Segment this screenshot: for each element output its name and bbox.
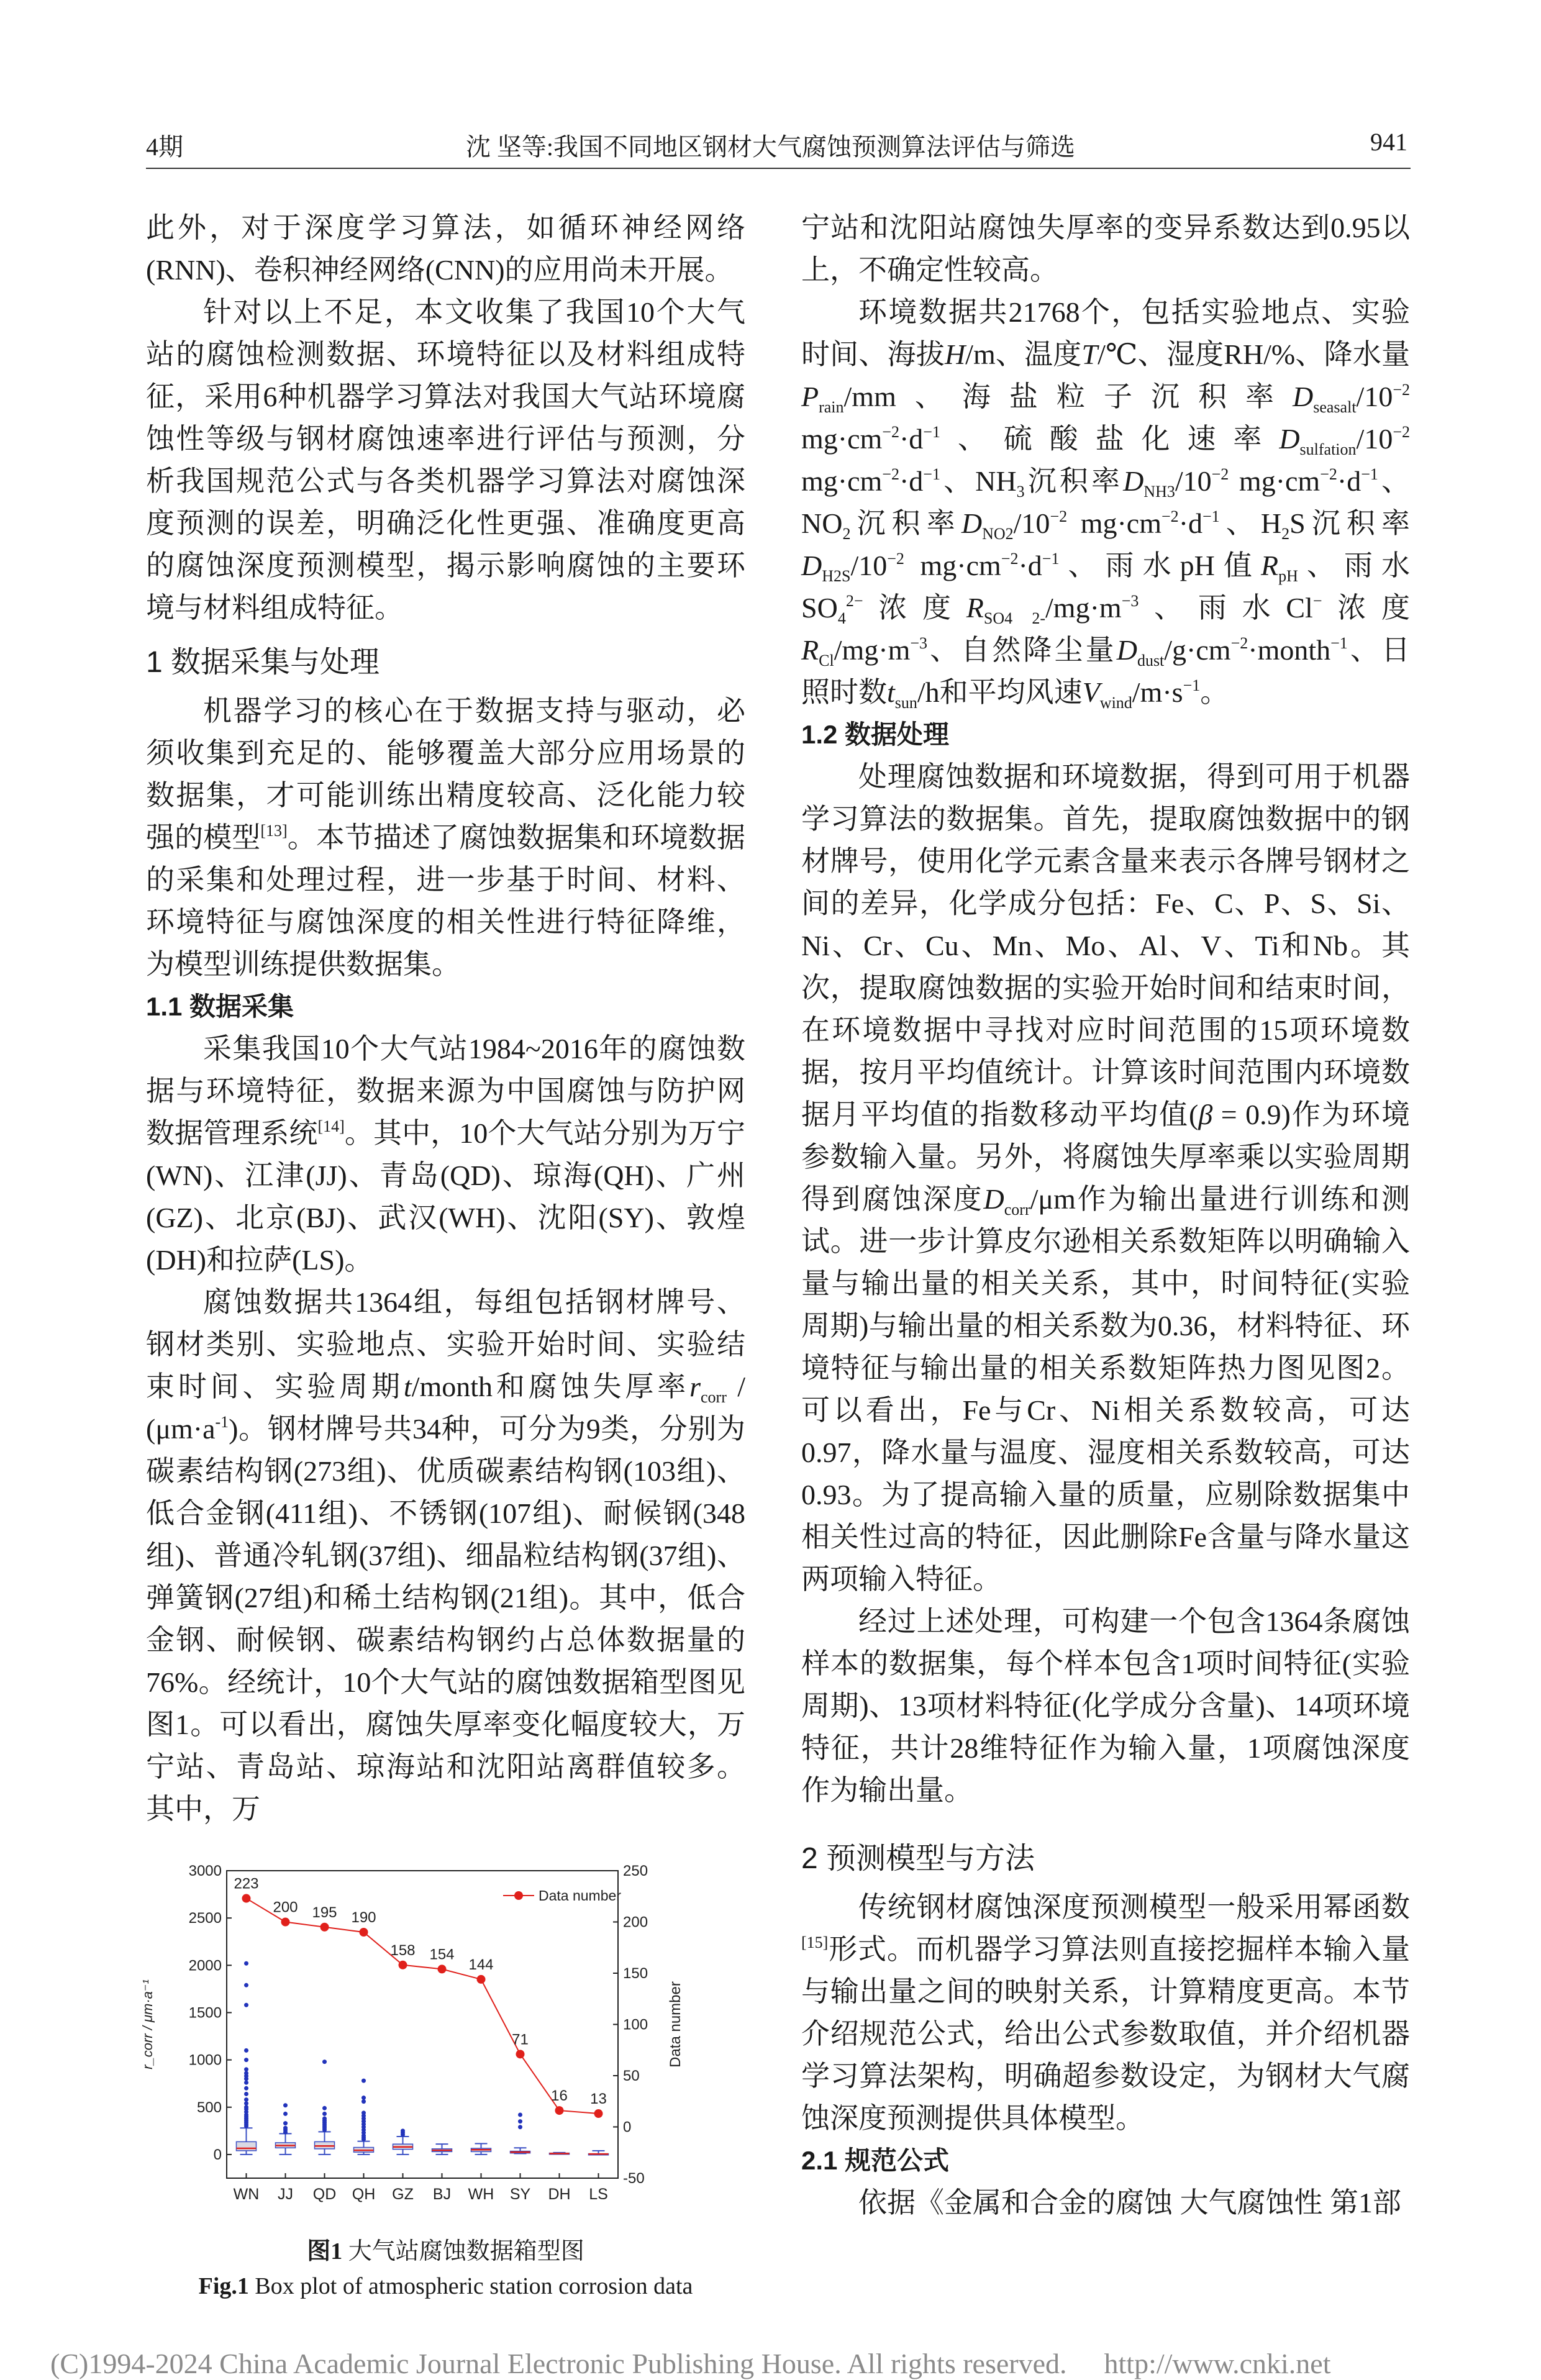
copyright-footer: (C)1994-2024 China Academic Journal Electronic Publishing House. All rights reserved. (50, 2348, 1067, 2379)
outlier-point (322, 2117, 327, 2121)
text-run: dust (1137, 652, 1165, 670)
outlier-point (361, 2096, 366, 2100)
paragraph (146, 1028, 745, 1281)
outlier-point (518, 2119, 522, 2123)
data-number-point (477, 1975, 486, 1984)
paragraph (801, 1886, 1410, 2140)
text-run: /g·cm (1164, 634, 1231, 666)
left-tick-label: 1000 (188, 2051, 222, 2069)
text-run: 、自然降尘量 (927, 634, 1117, 666)
text-run: V (1082, 676, 1100, 708)
x-tick-label: QH (352, 2186, 376, 2203)
text-run: /μm作为输出量进行训练和测试。进一步计算皮尔逊相关系数矩阵以明确输入量与输出量的相关关系，其中，时间特征(实验周期)与输出量的相关系数为0.36，材料特征、环境特征与输出量的相关系数矩阵热力图见图2。可以看出，Fe与Cr、Ni相关系数较高，可达0.97，降水量与温度、湿度相关系数较高，可达0.93。为了提高输入量的质量，应剔除数据集中相关性过高的特征，因此删除Fe含量与降水量这两项输入特征。 (801, 1183, 1410, 1595)
text-run: D (961, 507, 983, 539)
text-run: corr (1004, 1201, 1030, 1219)
x-tick-label: WH (468, 2186, 494, 2203)
section-heading (801, 2140, 1410, 2182)
text-run: /mg·m (1045, 592, 1122, 624)
text-run: −1 (1042, 550, 1060, 568)
paragraph (801, 1601, 1410, 1812)
text-run: /10 (1356, 381, 1393, 412)
figure-1 (140, 1849, 745, 2304)
left-tick-label: 3000 (188, 1863, 222, 1879)
text-run: 浓度 (863, 592, 966, 624)
text-run: sulfation (1299, 440, 1357, 458)
text-run: /m、温度 (965, 338, 1082, 370)
section-heading (146, 640, 745, 685)
text-run: β (1198, 1099, 1213, 1130)
header-issue: 4期 (146, 133, 183, 161)
outlier-point (244, 2092, 248, 2096)
text-run: 沉积率 (1024, 465, 1124, 497)
text-run: 宁站和沈阳站腐蚀失厚率的变异系数达到0.95以上，不确定性较高。 (801, 212, 1410, 286)
text-run: seasalt (1313, 398, 1357, 416)
data-number-label: 154 (429, 1946, 455, 1963)
data-number-point (516, 2050, 525, 2058)
text-run: 、雨水Cl (1139, 592, 1313, 624)
text-run: −2 (1001, 550, 1019, 568)
text-run: −2 (1230, 634, 1248, 652)
data-number-label: 158 (390, 1942, 416, 1959)
text-run: −1 (923, 465, 940, 483)
text-run: mg·cm (1067, 507, 1162, 539)
outlier-point (244, 2086, 248, 2091)
outlier-point (361, 2110, 366, 2115)
figure-caption-en (146, 2269, 745, 2304)
text-run: 4 (837, 609, 846, 627)
text-run: 2.1 规范公式 (801, 2146, 950, 2175)
x-tick-label: BJ (432, 2186, 452, 2203)
text-run: 3 (1016, 483, 1025, 501)
text-run: r (689, 1371, 701, 1402)
text-run: /m·s (1132, 676, 1183, 708)
paragraph (801, 756, 1410, 1601)
text-run: −1 (1183, 676, 1201, 694)
x-tick-label: QD (312, 2186, 337, 2203)
legend-marker (514, 1891, 523, 1900)
left-tick-label: 0 (213, 2146, 222, 2163)
paragraph (146, 690, 745, 986)
footer-url[interactable]: http://www.cnki.net (1104, 2348, 1331, 2379)
paragraph (146, 291, 745, 629)
left-tick-label: 2000 (188, 1957, 222, 1974)
text-run: R (801, 634, 819, 666)
text-run: 。 (1200, 676, 1229, 708)
text-run: −2 (1393, 423, 1410, 441)
data-number-label: 13 (590, 2091, 607, 2108)
text-run: − (1312, 592, 1322, 610)
text-run: D (1279, 423, 1300, 455)
outlier-point (244, 2081, 248, 2085)
figure-caption-cn (146, 2234, 745, 2269)
text-run: D (1116, 634, 1137, 666)
data-number-label: 223 (234, 1875, 259, 1892)
text-run: −2 (1393, 381, 1410, 399)
page-body (50, 207, 1411, 2380)
text-run: mg·cm (801, 423, 883, 455)
outlier-point (361, 2079, 366, 2083)
x-tick-label: DH (548, 2186, 571, 2203)
text-run: 环境数据共21768个，包括实验地点、实验时间、海拔 (801, 296, 1410, 370)
right-column (801, 207, 1410, 2224)
right-tick-label: 100 (623, 2016, 648, 2033)
text-run: R (966, 592, 984, 624)
text-run: −3 (1121, 592, 1139, 610)
text-run: NH3 (1143, 483, 1175, 501)
text-run: 传统钢材腐蚀深度预测模型一般采用幂函数 (858, 1891, 1410, 1923)
text-run: -1 (215, 1413, 229, 1431)
text-run: 针对以上不足，本文收集了我国10个大气站的腐蚀检测数据、环境特征以及材料组成特征，采用6种机器学习算法对我国大气站环境腐蚀性等级与钢材腐蚀速率进行评估与预测，分析我国规范公式与各类机器学习算法对腐蚀深度预测的误差，明确泛化性更强、准确度更高的腐蚀深度预测模型，揭示影响腐蚀的主要环境与材料组成特征。 (146, 296, 745, 624)
section-heading (801, 1837, 1410, 1881)
outlier-point (322, 2060, 327, 2064)
text-run: T (1081, 338, 1098, 370)
right-tick-label: 0 (623, 2119, 632, 2136)
text-run: 、日照时数 (801, 634, 1411, 708)
text-run: /10 (1175, 465, 1212, 497)
outlier-point (244, 2071, 248, 2075)
text-run: sun (894, 694, 917, 712)
x-tick-label: LS (589, 2186, 608, 2203)
right-tick-label: 250 (623, 1863, 648, 1879)
text-run: ·month (1248, 634, 1331, 666)
text-run: S沉积率 (1289, 507, 1410, 539)
text-run: NO2 (982, 525, 1014, 543)
text-run: = 0.9)作为环境参数输入量。另外，将腐蚀失厚率乘以实验周期得到腐蚀深度 (801, 1099, 1410, 1215)
right-tick-label: -50 (623, 2170, 645, 2187)
header-rule (146, 168, 1411, 169)
x-tick-label: GZ (392, 2186, 414, 2203)
box (237, 2142, 257, 2150)
section-heading (146, 986, 745, 1028)
text-run: mg·cm (904, 550, 1001, 581)
paragraph (146, 207, 745, 291)
outlier-point (283, 2103, 288, 2107)
outlier-point (361, 2099, 366, 2104)
outlier-point (244, 2067, 248, 2071)
data-number-label: 144 (468, 1956, 494, 1973)
section-heading (801, 714, 1410, 756)
text-run: −1 (1330, 634, 1348, 652)
data-number-label: 16 (551, 2087, 568, 2105)
text-run: 2 (842, 525, 851, 543)
data-number-line (247, 1899, 599, 2114)
text-run: 2− (845, 592, 863, 610)
right-tick-label: 150 (623, 1965, 648, 1982)
text-run: mg·cm (801, 465, 883, 497)
outlier-point (283, 2112, 288, 2116)
text-run: −1 (923, 423, 940, 441)
text-run: 、NO (801, 465, 1410, 539)
data-number-point (594, 2109, 603, 2118)
legend-label: Data number (539, 1887, 621, 1904)
text-run: 、硫酸盐化速率 (940, 423, 1280, 455)
paragraph (801, 207, 1410, 291)
data-number-point (242, 1894, 251, 1903)
data-number-point (438, 1964, 447, 1973)
x-tick-label: JJ (278, 2186, 293, 2203)
page-number: 941 (1370, 128, 1407, 156)
text-run: 2 预测模型与方法 (801, 1842, 1035, 1875)
text-run: 沉积率 (850, 507, 961, 539)
text-run: 依据《金属和合金的腐蚀 大气腐蚀性 第1部 (858, 2187, 1401, 2219)
text-run: rain (819, 398, 844, 416)
outlier-point (283, 2121, 288, 2125)
text-run: t (887, 676, 895, 708)
left-tick-label: 1500 (188, 2004, 222, 2022)
text-run: pH (1278, 567, 1298, 585)
outlier-point (244, 2097, 248, 2102)
two-column-body (140, 207, 1411, 2304)
left-column-wrapper (140, 207, 746, 2304)
text-run: 2 (1281, 525, 1290, 543)
left-tick-label: 500 (196, 2099, 222, 2116)
text-run: 、H (1219, 507, 1282, 539)
text-run: H (944, 338, 966, 370)
text-run: 、雨水pH值 (1059, 550, 1261, 581)
figure-title-en: Box plot of atmospheric station corrosion data (255, 2273, 693, 2299)
text-run: R (1260, 550, 1279, 581)
text-run: D (1293, 381, 1314, 412)
data-number-point (360, 1928, 368, 1937)
outlier-point (283, 2126, 288, 2130)
data-number-point (555, 2106, 564, 2115)
text-run: D (1123, 465, 1144, 497)
data-number-label: 190 (351, 1909, 376, 1926)
x-tick-label: SY (509, 2186, 531, 2203)
text-run: ·d (899, 423, 924, 455)
text-run: 浓度 (1322, 592, 1411, 624)
text-run: −1 (1361, 465, 1378, 483)
paragraph (801, 291, 1410, 714)
data-number-point (281, 1918, 290, 1927)
data-number-point (399, 1961, 407, 1969)
text-run: /mm、海盐粒子沉积率 (843, 381, 1293, 412)
outlier-point (244, 2105, 248, 2109)
text-run: 、雨水SO (801, 550, 1410, 624)
text-run: 采集我国10个大气站1984~2016年的腐蚀数据与环境特征，数据来源为中国腐蚀与防护网数据管理系统 (146, 1033, 745, 1149)
text-run: SO4 2- (983, 609, 1046, 627)
text-run: −2 (882, 423, 899, 441)
text-run: /month和腐蚀失厚率 (411, 1371, 690, 1402)
outlier-point (322, 2112, 327, 2116)
text-run: t (403, 1371, 412, 1402)
text-run: /10 (1356, 423, 1393, 455)
text-run: [15] (801, 1933, 829, 1951)
text-run: 1.2 数据处理 (801, 720, 950, 749)
paragraph (801, 2182, 1410, 2224)
box-plot-chart (134, 1849, 693, 2228)
text-run: wind (1099, 694, 1132, 712)
text-run: 处理腐蚀数据和环境数据，得到可用于机器学习算法的数据集。首先，提取腐蚀数据中的钢材牌号，使用化学元素含量来表示各牌号钢材之间的差异，化学成分包括：Fe、C、P、S、Si、Ni、Cr、Cu、Mn、Mo、Al、V、Ti和Nb。其次，提取腐蚀数据的实验开始时间和结束时间，在环境数据中寻找对应时间范围的15项环境数据，按月平均值统计。计算该时间范围内环境数据月平均值的指数移动平均值( (801, 761, 1410, 1130)
text-run: mg·cm (1229, 465, 1321, 497)
text-run: −2 (1161, 507, 1179, 525)
text-run: )。钢材牌号共34种，可分为9类，分别为碳素结构钢(273组)、优质碳素结构钢(103组)、低合金钢(411组)、不锈钢(107组)、耐候钢(348组)、普通冷轧钢(37组)、细晶粒结构钢(37组)、弹簧钢(27组)和稀土结构钢(21组)。其中，低合金钢、耐候钢、碳素结构钢约占总体数据量的76%。经统计，10个大气站的腐蚀数据箱型图见图1。可以看出，腐蚀失厚率变化幅度较大，万宁站、青岛站、琼海站和沈阳站离群值较多。其中，万 (146, 1413, 745, 1825)
text-run: D (983, 1183, 1004, 1215)
outlier-point (244, 1983, 248, 1987)
text-run: −3 (910, 634, 928, 652)
outlier-point (244, 1961, 248, 1966)
text-run: 腐蚀数据共1364组，每组包括钢材牌号、钢材类别、实验地点、实验开始时间、实验结束时间、实验周期 (146, 1286, 745, 1402)
text-run: −1 (1202, 507, 1220, 525)
text-run: P (801, 381, 819, 412)
text-run: −2 (887, 550, 904, 568)
text-run: / (μm·a (146, 1371, 746, 1445)
text-run: 经过上述处理，可构建一个包含1364条腐蚀样本的数据集，每个样本包含1项时间特征(实验周期)、13项材料特征(化学成分含量)、14项环境特征，共计28维特征作为输入量，1项腐蚀深度作为输出量。 (801, 1606, 1410, 1806)
data-number-point (320, 1923, 329, 1932)
outlier-point (518, 2125, 522, 2129)
right-tick-label: 200 (623, 1914, 648, 1931)
text-run: ·d (899, 465, 924, 497)
text-run: ·d (1178, 507, 1203, 539)
outlier-point (322, 2106, 327, 2110)
footer (50, 2347, 1410, 2380)
left-axis-title: r_corr / μm·a⁻¹ (140, 1979, 155, 2069)
text-run: 机器学习的核心在于数据支持与驱动，必须收集到充足的、能够覆盖大部分应用场景的数据集，才可能训练出精度较高、泛化能力较强的模型 (146, 695, 745, 853)
paragraph (146, 1281, 745, 1830)
outlier-point (518, 2112, 522, 2117)
text-run: [14] (317, 1117, 345, 1135)
figure-title-cn: 大气站腐蚀数据箱型图 (348, 2238, 584, 2264)
text-run: 。其中，10个大气站分别为万宁(WN)、江津(JJ)、青岛(QD)、琼海(QH)、广州(GZ)、北京(BJ)、武汉(WH)、沈阳(SY)、敦煌(DH)和拉萨(LS)。 (146, 1117, 746, 1276)
data-number-label: 195 (312, 1904, 337, 1921)
text-run: −2 (882, 465, 899, 483)
text-run: H2S (822, 567, 851, 585)
text-run: corr (701, 1388, 727, 1406)
text-run: −2 (1050, 507, 1068, 525)
data-number-label: 200 (273, 1899, 298, 1916)
text-run: /℃、湿度RH/%、降水量 (1098, 338, 1410, 370)
text-run: Cl (819, 652, 834, 670)
figure-label-cn: 图1 (307, 2238, 343, 2264)
text-run: 此外，对于深度学习算法，如循环神经网络(RNN)、卷积神经网络(CNN)的应用尚未开展。 (146, 212, 745, 286)
text-run: 1.1 数据采集 (146, 992, 294, 1021)
text-run: 形式。而机器学习算法则直接挖掘样本输入量与输出量之间的映射关系，计算精度更高。本节介绍规范公式，给出公式参数取值，并介绍机器学习算法架构，明确超参数设定，为钢材大气腐蚀深度预测提供具体模型。 (801, 1933, 1410, 2134)
text-run: /10 (1013, 507, 1050, 539)
left-column (146, 207, 745, 1830)
text-run: /10 (850, 550, 888, 581)
outlier-point (244, 2101, 248, 2105)
running-title: 沈 坚等:我国不同地区钢材大气腐蚀预测算法评估与筛选 (465, 133, 1076, 161)
text-run: /mg·m (834, 634, 911, 666)
outlier-point (401, 2128, 405, 2133)
text-run: −2 (1211, 465, 1229, 483)
text-run: 。本节描述了腐蚀数据集和环境数据的采集和处理过程，进一步基于时间、材料、环境特征与腐蚀深度的相关性进行特征降维，为模型训练提供数据集。 (146, 822, 746, 980)
outlier-point (244, 2058, 248, 2062)
text-run: D (801, 550, 822, 581)
text-run: [13] (260, 822, 288, 840)
text-run: 、NH (940, 465, 1017, 497)
text-run: −2 (1320, 465, 1337, 483)
left-tick-label: 2500 (188, 1910, 222, 1927)
right-axis-title: Data number (667, 1981, 684, 2068)
x-tick-label: WN (233, 2186, 260, 2203)
text-run: ·d (1018, 550, 1042, 581)
text-run: /h和平均风速 (917, 676, 1083, 708)
outlier-point (244, 2003, 248, 2007)
figure-label-en: Fig.1 (198, 2273, 249, 2299)
text-run: 1 数据采集与处理 (146, 646, 380, 679)
data-number-label: 71 (512, 2031, 529, 2048)
text-run: ·d (1337, 465, 1361, 497)
outlier-point (244, 2048, 248, 2053)
right-tick-label: 50 (623, 2068, 640, 2084)
